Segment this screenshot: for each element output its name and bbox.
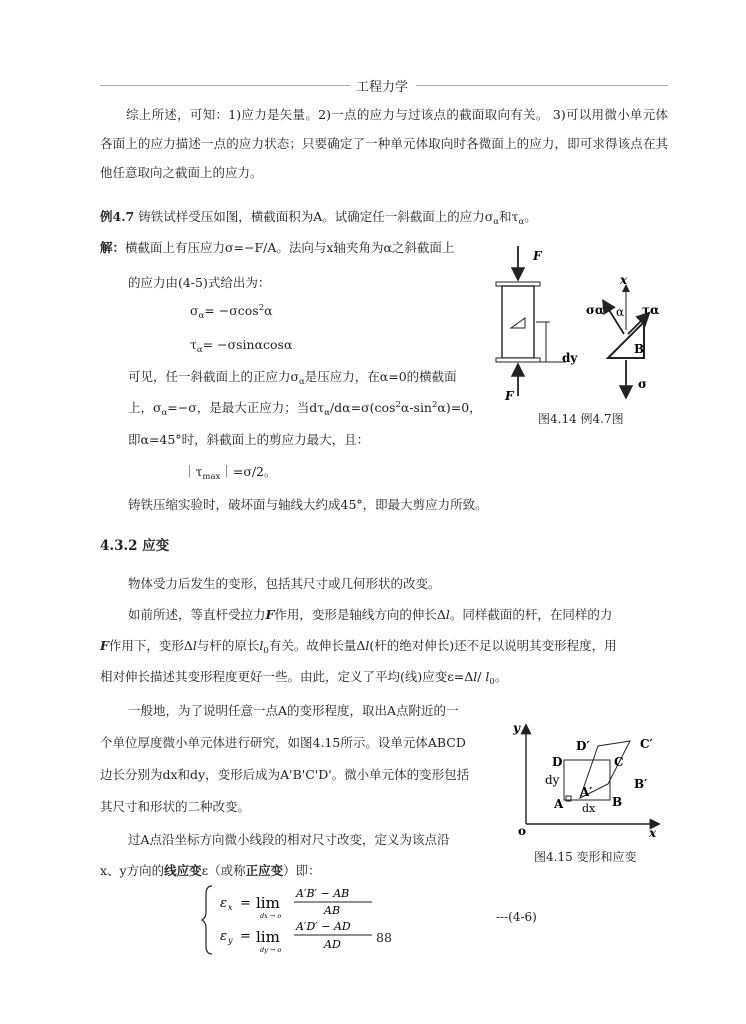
strain-s8: 其尺寸和形状的二种改变。 <box>100 799 251 814</box>
s10-d: 正应变 <box>245 863 284 878</box>
formula-lim-x-sub: dx → o <box>260 912 282 920</box>
example-sub-1: α <box>493 217 500 227</box>
s2-b: 作用，变形是轴线方向的伸长Δ <box>274 607 446 622</box>
strain-s4: 相对伸长描述其变形程度更好一些。由此，定义了平均(线)应变ε=Δl/ $l_0$。 <box>100 669 508 687</box>
example-end: 。 <box>524 209 537 224</box>
p2-a: 上，σ <box>128 400 162 415</box>
eq1-sigma: σ <box>190 303 199 318</box>
section-title: 4.3.2 应变 <box>100 538 170 554</box>
fig1-alpha: α <box>616 305 625 319</box>
formula-den-x: AB <box>324 904 341 917</box>
formula-sub-x: x <box>228 903 233 912</box>
s10-b: 线应变 <box>164 863 202 878</box>
s3-l1: l <box>192 638 197 653</box>
s10-e: ）即： <box>283 863 321 878</box>
p2-c: /dα=σ(cos <box>329 400 396 415</box>
solution-label: 解： <box>100 240 126 255</box>
p2-e: α)=0， <box>437 400 482 415</box>
fig1-F-top: F <box>533 249 542 263</box>
formula-eq-y: = <box>240 929 251 944</box>
s3-l0: l <box>259 638 264 653</box>
fig2-y-label: y <box>513 721 520 735</box>
s4-a: 相对伸长描述其变形程度更好一些。由此，定义了平均(线)应变ε=Δ <box>100 669 474 684</box>
solution-line2: 的应力由(4-5)式给出为： <box>128 275 271 290</box>
fig2-B-prime: B′ <box>634 777 648 791</box>
fig2-x-label: x <box>649 826 657 838</box>
s10-c: ε（或称 <box>201 863 246 878</box>
s3-l2: l <box>365 638 370 653</box>
fig1-F-bottom: F <box>505 389 514 403</box>
page-number: 88 <box>376 930 392 945</box>
formula-eps-x: ε <box>220 896 227 911</box>
fig2-dx: dx <box>582 802 596 815</box>
eq1-alpha: α <box>264 303 273 318</box>
eq1-sub: α <box>198 311 205 321</box>
eq2-body: = −σsinαcosα <box>202 337 293 352</box>
fig2-dy: dy <box>545 773 560 787</box>
strain-s6: 个单位厚度微小单元体进行研究，如图4.15所示。设单元体ABCD <box>100 735 466 750</box>
equation-sigma-alpha <box>190 303 273 321</box>
solution-line1 <box>100 238 454 256</box>
s2-a: 如前所述，等直杆受拉力 <box>128 607 266 622</box>
strain-formula <box>200 880 400 960</box>
fig2-A: A <box>554 797 564 811</box>
formula-number: ---(4-6) <box>496 910 537 924</box>
tau-max-a: ｜τ <box>183 464 203 479</box>
formula-lim-y: lim <box>256 928 280 946</box>
fig1-specimen <box>502 286 534 358</box>
fig1-dy-label: dy <box>562 351 578 365</box>
fig1-sigma: σ <box>638 377 647 391</box>
tau-max-end: ｜=σ/2。 <box>220 464 277 479</box>
formula-lim-y-sub: dy → o <box>260 946 282 954</box>
fig2-D-prime: D′ <box>576 739 590 753</box>
s2-c: 。同样截面的杆，在同样的力 <box>449 607 613 622</box>
s2-F: F <box>265 607 275 622</box>
example-text: 铸铁试样受压如图，横截面积为A。试确定任一斜截面上的应力σ <box>138 209 494 224</box>
strain-s3: F作用下，变形Δl与杆的原长$l_0$有关。故伸长量Δl(杆的绝对伸长)还不足以说明其变形程度，用 <box>100 638 617 656</box>
s4-l: l <box>473 669 478 684</box>
strain-s5: 一般地，为了说明任意一点A的变形程度，取出A点附近的一 <box>128 703 459 718</box>
header-title: 工程力学 <box>356 80 409 95</box>
fig1-B-label: B <box>634 342 645 356</box>
p2-d: α-sin <box>400 400 432 415</box>
example-label: 例4.7 <box>100 209 135 224</box>
example-sub-2: α <box>518 217 525 227</box>
figure-4-14 <box>478 240 668 435</box>
formula-brace <box>202 886 212 954</box>
s3-c: 有关。故伸长量Δ <box>268 638 366 653</box>
equation-tau-alpha <box>190 337 292 355</box>
eq2-sub: α <box>196 345 203 355</box>
fig2-C: C <box>614 755 624 769</box>
fig2-C-prime: C′ <box>640 737 653 751</box>
s3-F: F <box>100 638 109 653</box>
formula-num-y: A′D′ − AD <box>296 920 351 933</box>
solution-line1-text: 横截面上有压应力σ=−F/A。法向与x轴夹角为α之斜截面上 <box>125 240 455 255</box>
example-statement <box>100 207 537 227</box>
tau-max-sub: max <box>202 472 221 482</box>
figure-4-15-caption: 图4.15 变形和应变 <box>534 850 637 864</box>
tau-max-equation <box>183 462 277 482</box>
s4-c: 。 <box>494 669 508 684</box>
figure-4-14-caption: 图4.14 例4.7图 <box>538 412 624 426</box>
fig2-B: B <box>612 795 623 809</box>
p2-sup2: 2 <box>432 400 438 410</box>
header-rule-right <box>416 85 668 86</box>
s2-l: l <box>445 607 450 622</box>
p2-b: =−σ，是最大正应力；当dτ <box>167 400 325 415</box>
strain-s2 <box>128 605 612 623</box>
p2-sub1: α <box>161 408 168 418</box>
figure-4-15 <box>508 716 668 838</box>
formula-sub-y: y <box>228 936 233 945</box>
formula-lim-x: lim <box>256 894 280 912</box>
header-rule-left <box>100 85 350 86</box>
s4-b: / <box>477 669 486 684</box>
eq2-tau: τ <box>190 337 197 352</box>
p2-sub2: α <box>324 408 330 418</box>
solution-p3: 即α=45°时，斜截面上的剪应力最大，且： <box>128 432 370 447</box>
fig2-D: D <box>552 755 563 769</box>
p1-a: 可见，任一斜截面上的正应力σ <box>128 369 300 384</box>
intro-paragraph: 综上所述，可知：1)应力是矢量。2)一点的应力与过该点的截面取向有关。 3)可以用微小单元体各面上的应力描述一点的应力状态；只要确定了一种单元体取向时各微面上的应力，即可求得该点在其他任意取向之截面上的应力。 <box>100 107 668 180</box>
formula-den-y: AD <box>324 938 341 951</box>
s3-a: 作用下，变形Δ <box>108 638 193 653</box>
strain-s9: 过A点沿坐标方向微小线段的相对尺寸改变，定义为该点沿 <box>128 832 450 847</box>
p1-b: 是压应力，在α=0的横截面 <box>304 369 457 384</box>
strain-s1: 物体受力后发生的变形，包括其尺寸或几何形状的改变。 <box>128 576 441 591</box>
s10-a: x、y方向的 <box>100 863 165 878</box>
example-and: 和τ <box>499 209 519 224</box>
eq1-sup: 2 <box>258 303 265 313</box>
eq1-body: = −σcos <box>204 303 259 318</box>
fig1-plate-bottom <box>496 358 540 362</box>
fig2-origin: o <box>518 824 527 838</box>
s4-l0: l <box>485 669 490 684</box>
solution-p1 <box>128 367 457 387</box>
fig1-tau-alpha: τα <box>642 303 660 317</box>
formula-eps-y: ε <box>220 929 227 944</box>
p1-sub: α <box>299 377 305 387</box>
s3-b: 与杆的原长 <box>196 638 260 653</box>
s3-d: (杆的绝对伸长)还不足以说明其变形程度，用 <box>369 638 617 653</box>
fig1-sigma-alpha: σα <box>586 303 605 317</box>
formula-eq-x: = <box>240 896 251 911</box>
fig1-x-label: x <box>620 273 628 287</box>
p2-sup1: 2 <box>395 400 401 410</box>
solution-p4: 铸铁压缩实验时，破坏面与轴线大约成45°，即最大剪应力所致。 <box>128 497 488 512</box>
solution-p2 <box>128 398 482 418</box>
fig2-A-prime: A′ <box>580 785 593 799</box>
formula-num-x: A′B′ − AB <box>296 887 350 900</box>
strain-s7: 边长分别为dx和dy，变形后成为A'B'C'D'。微小单元体的变形包括 <box>100 767 470 782</box>
strain-s10 <box>100 861 321 879</box>
